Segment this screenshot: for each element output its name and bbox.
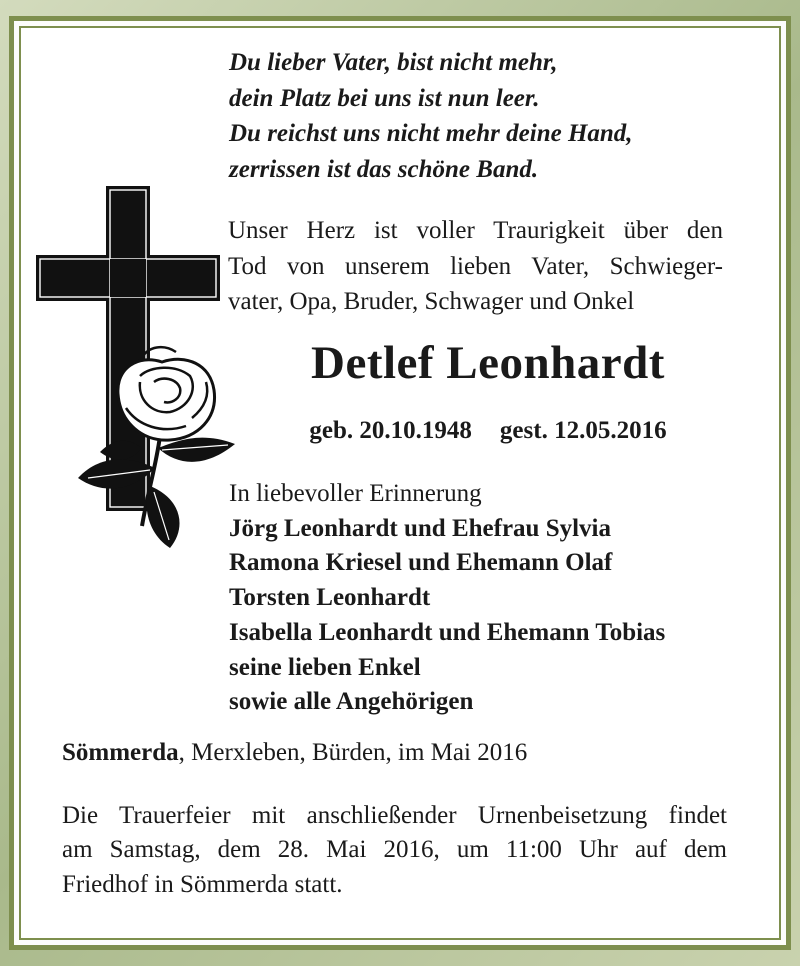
intro-line: Unser Herz ist voller Traurigkeit über den [228, 217, 723, 244]
deceased-name: Detlef Leonhardt [311, 337, 665, 389]
intro-line: Tod von unserem lieben Vater, Schwieger- [228, 252, 723, 280]
intro-text [228, 213, 723, 320]
poem-line: Du lieber Vater, bist nicht mehr, [229, 49, 558, 76]
mourner-line: Jörg Leonhardt und Ehefrau Sylvia [229, 514, 612, 542]
funeral-line: Die Trauerfeier mit anschließender Urnenbeisetzung findet [62, 802, 727, 829]
death-date: gest. 12.05.2016 [499, 417, 667, 444]
mourner-line: sowie alle Angehörigen [229, 688, 474, 716]
poem-line: zerrissen ist das schöne Band. [229, 155, 539, 183]
remembrance-line: In liebevoller Erinnerung [229, 480, 482, 507]
poem [229, 45, 729, 187]
mourner-line: Ramona Kriesel und Ehemann Olaf [229, 549, 613, 577]
rose-icon [78, 347, 235, 548]
funeral-info [62, 799, 727, 902]
birth-date: geb. 20.10.1948 [309, 417, 472, 444]
place-main: Sömmerda [62, 739, 179, 766]
mourner-line: Torsten Leonhardt [229, 584, 431, 612]
poem-line: Du reichst uns nicht mehr deine Hand, [229, 120, 633, 147]
mourner-line: Isabella Leonhardt und Ehemann Tobias [229, 618, 666, 646]
funeral-line: Friedhof in Sömmerda statt. [62, 870, 343, 898]
mourner-line: seine lieben Enkel [229, 653, 421, 681]
intro-line: vater, Opa, Bruder, Schwager und Onkel [228, 288, 635, 315]
cross-rose-illustration [30, 186, 245, 561]
place-rest: , Merxleben, Bürden, im Mai 2016 [178, 739, 528, 766]
place-date-line [62, 736, 742, 770]
poem-line: dein Platz bei uns ist nun leer. [229, 84, 540, 112]
funeral-line: am Samstag, dem 28. Mai 2016, um 11:00 Uhr auf dem [62, 836, 727, 864]
life-dates [228, 414, 748, 448]
mourners-block [229, 477, 749, 720]
